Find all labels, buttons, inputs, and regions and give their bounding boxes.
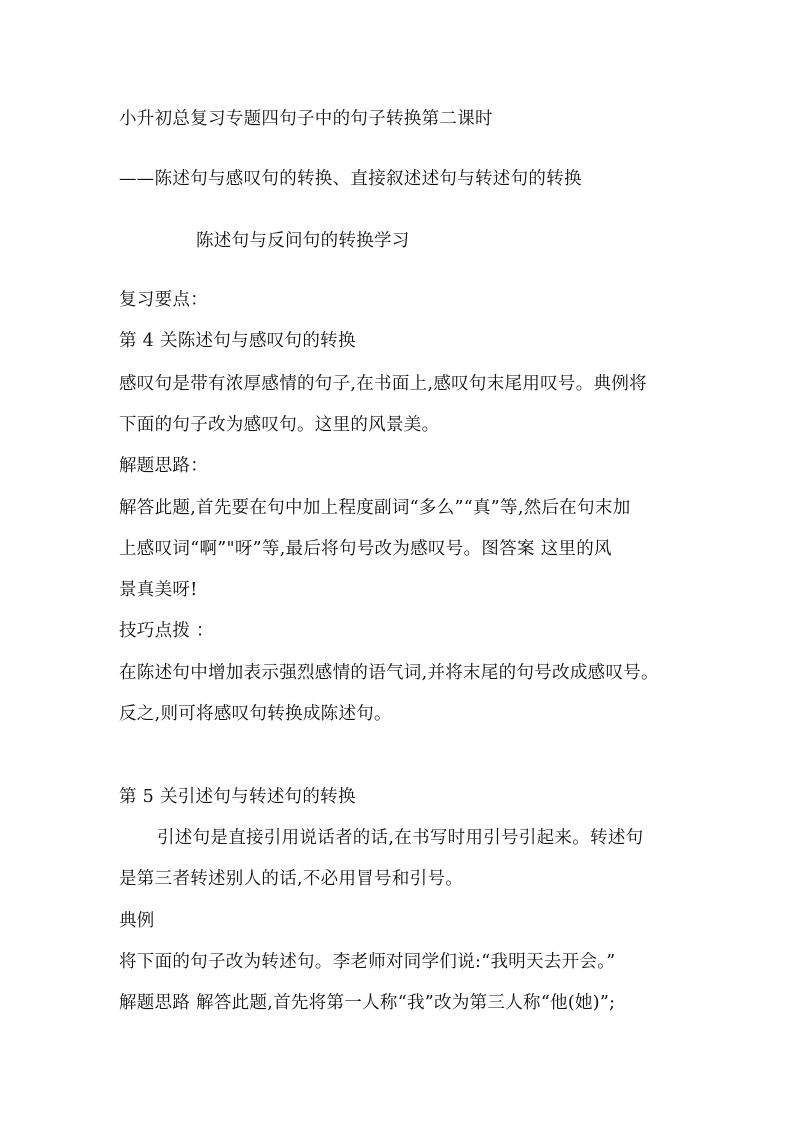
level4-para-line: 感叹句是带有浓厚感情的句子,在书面上,感叹句末尾用叹号。典例将 [119, 374, 647, 394]
level4-thinking-line: 上感叹词“啊”"呀”等,最后将句号改为感叹号。图答案 这里的风 [119, 539, 612, 559]
level4-para-line: 下面的句子改为感叹句。这里的风景美。 [119, 415, 440, 435]
level5-para-line: 引述句是直接引用说话者的话,在书写时用引号引起来。转述句 [157, 828, 644, 848]
level4-thinking-label: 解题思路： [119, 456, 208, 476]
doc-title: 小升初总复习专题四句子中的句子转换第二课时 [119, 109, 493, 129]
level5-para-line: 是第三者转述别人的话,不必用冒号和引号。 [119, 869, 464, 889]
level4-heading: 第 4 关陈述句与感叹句的转换 [119, 331, 356, 351]
level5-example-label: 典例 [119, 911, 155, 931]
level4-tips-line: 在陈述句中增加表示强烈感情的语气词,并将末尾的句号改成感叹号。 [119, 663, 659, 683]
review-points-label: 复习要点： [119, 290, 208, 310]
level5-heading: 第 5 关引述句与转述句的转换 [119, 787, 356, 807]
level4-tips-line: 反之,则可将感叹句转换成陈述句。 [119, 704, 392, 724]
level4-thinking-line: 解答此题,首先要在句中加上程度副词“多么”“真”等,然后在句末加 [119, 498, 631, 518]
doc-subtitle: ——陈述句与感叹句的转换、直接叙述述句与转述句的转换 [119, 169, 582, 189]
level5-example-line: 将下面的句子改为转述句。李老师对同学们说:“我明天去开会。” [119, 952, 616, 972]
doc-subtitle-2: 陈述句与反问句的转换学习 [196, 231, 410, 251]
level4-thinking-line: 景真美呀! [119, 580, 198, 600]
level5-thinking-line: 解题思路 解答此题,首先将第一人称“我”改为第三人称“他(她)”; [119, 993, 616, 1013]
level4-tips-label: 技巧点拨 ： [119, 621, 214, 641]
